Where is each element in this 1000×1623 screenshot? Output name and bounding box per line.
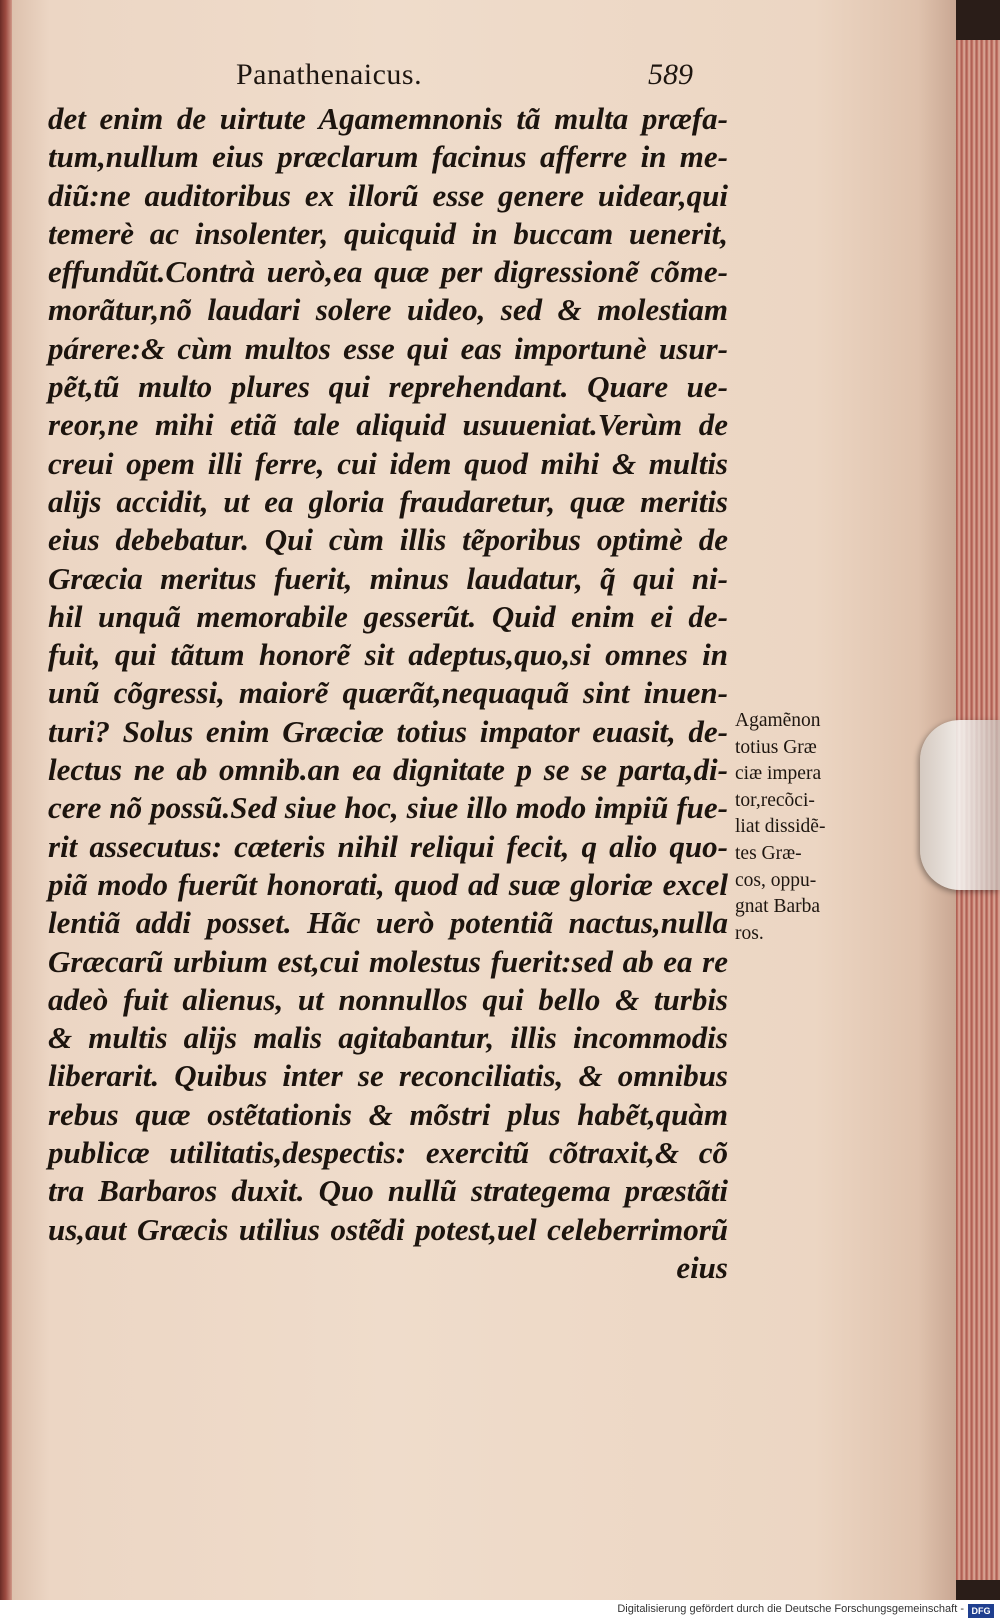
marginal-note-line: gnat Barba [735, 896, 821, 918]
text-line: tra Barbaros duxit. Quo nullũ strategema præstãti [48, 1173, 728, 1209]
page-number: 589 [648, 58, 693, 91]
text-line: párere:& cùm multos esse qui eas importunè usur- [48, 330, 728, 366]
text-line: lentiã addi posset. Hãc uerò potentiã nactus,nulla [48, 905, 728, 941]
text-line: lectus ne ab omnib.an ea dignitate p se se parta,di- [48, 752, 728, 788]
marginal-note-line: ciæ impera [735, 763, 822, 785]
text-line: morãtur,nõ laudari solere uideo, sed & molestiam [48, 292, 728, 328]
text-line: eius [676, 1249, 728, 1285]
text-line: rit assecutus: cæteris nihil reliqui fecit, q alio quo- [48, 828, 728, 864]
text-line: us,aut Græcis utilius ostẽdi potest,uel celeberrimorũ [48, 1211, 728, 1247]
text-line: eius debebatur. Qui cùm illis tẽporibus optimè de [48, 522, 728, 558]
marginal-note-line: tes Græ- [735, 842, 802, 864]
text-line: turi? Solus enim Græciæ totius impator euasit, de- [48, 713, 728, 749]
dfg-logo: DFG [968, 1604, 994, 1618]
running-head: Panathenaicus. [236, 58, 423, 91]
text-line: liberarit. Quibus inter se reconciliatis, & omnibus [48, 1058, 728, 1094]
text-line: hil unquã memorabile gesserũt. Quid enim ei de- [48, 598, 728, 634]
marginal-note-line: ros. [735, 922, 764, 944]
text-line: alijs accidit, ut ea gloria fraudaretur, quæ meritis [48, 483, 728, 519]
text-line: fuit, qui tãtum honorẽ sit adeptus,quo,si omnes in [48, 637, 728, 673]
text-line: tum,nullum eius præclarum facinus afferre in me- [48, 139, 728, 175]
text-line: Græcarũ urbium est,cui molestus fuerit:sed ab ea re [48, 943, 728, 979]
text-line: det enim de uirtute Agamemnonis tã multa præfa- [48, 101, 728, 136]
text-line: & multis alijs malis agitabantur, illis incommodis [48, 1020, 728, 1056]
text-line: pẽt,tũ multo plures qui reprehendant. Quare ue- [48, 369, 728, 405]
body-text [48, 100, 738, 1287]
text-line: diũ:ne auditoribus ex illorũ esse genere uidear,qui [48, 177, 728, 213]
text-line: cere nõ possũ.Sed siue hoc, siue illo modo impiũ fue- [48, 790, 728, 826]
text-line: unũ cõgressi, maiorẽ quærãt,nequaquã sint inuen- [48, 675, 728, 711]
marginal-note [735, 708, 875, 947]
marginal-note-line: totius Græ [735, 736, 817, 758]
digitization-credit: Digitalisierung gefördert durch die Deutsche Forschungsgemeinschaft - [617, 1603, 964, 1615]
text-line: rebus quæ ostẽtationis & mõstri plus habẽt,quàm [48, 1096, 728, 1132]
text-line: Græcia meritus fuerit, minus laudatur, q̃ qui ni- [48, 560, 728, 596]
marginal-note-line: cos, oppu- [735, 869, 817, 891]
marginal-note-line: tor,recõci- [735, 789, 815, 811]
text-line: piã modo fuerũt honorati, quod ad suæ gloriæ excel [48, 866, 728, 902]
marginal-note-line: liat dissidẽ- [735, 816, 826, 838]
marginal-note-line: Agamẽnon [735, 710, 821, 731]
text-line: temerè ac insolenter, quicquid in buccam uenerit, [48, 215, 728, 251]
text-line: publicæ utilitatis,despectis: exercitũ cõtraxit,& cõ [48, 1135, 728, 1171]
page-clip-holder [920, 720, 1000, 890]
text-line: adeò fuit alienus, ut nonnullos qui bello & turbis [48, 981, 728, 1017]
text-line: reor,ne mihi etiã tale aliquid usuueniat.Verùm de [48, 407, 728, 443]
text-line: effundũt.Contrà uerò,ea quæ per digressionẽ cõme- [48, 254, 728, 290]
text-line: creui opem illi ferre, cui idem quod mihi & multis [48, 445, 728, 481]
